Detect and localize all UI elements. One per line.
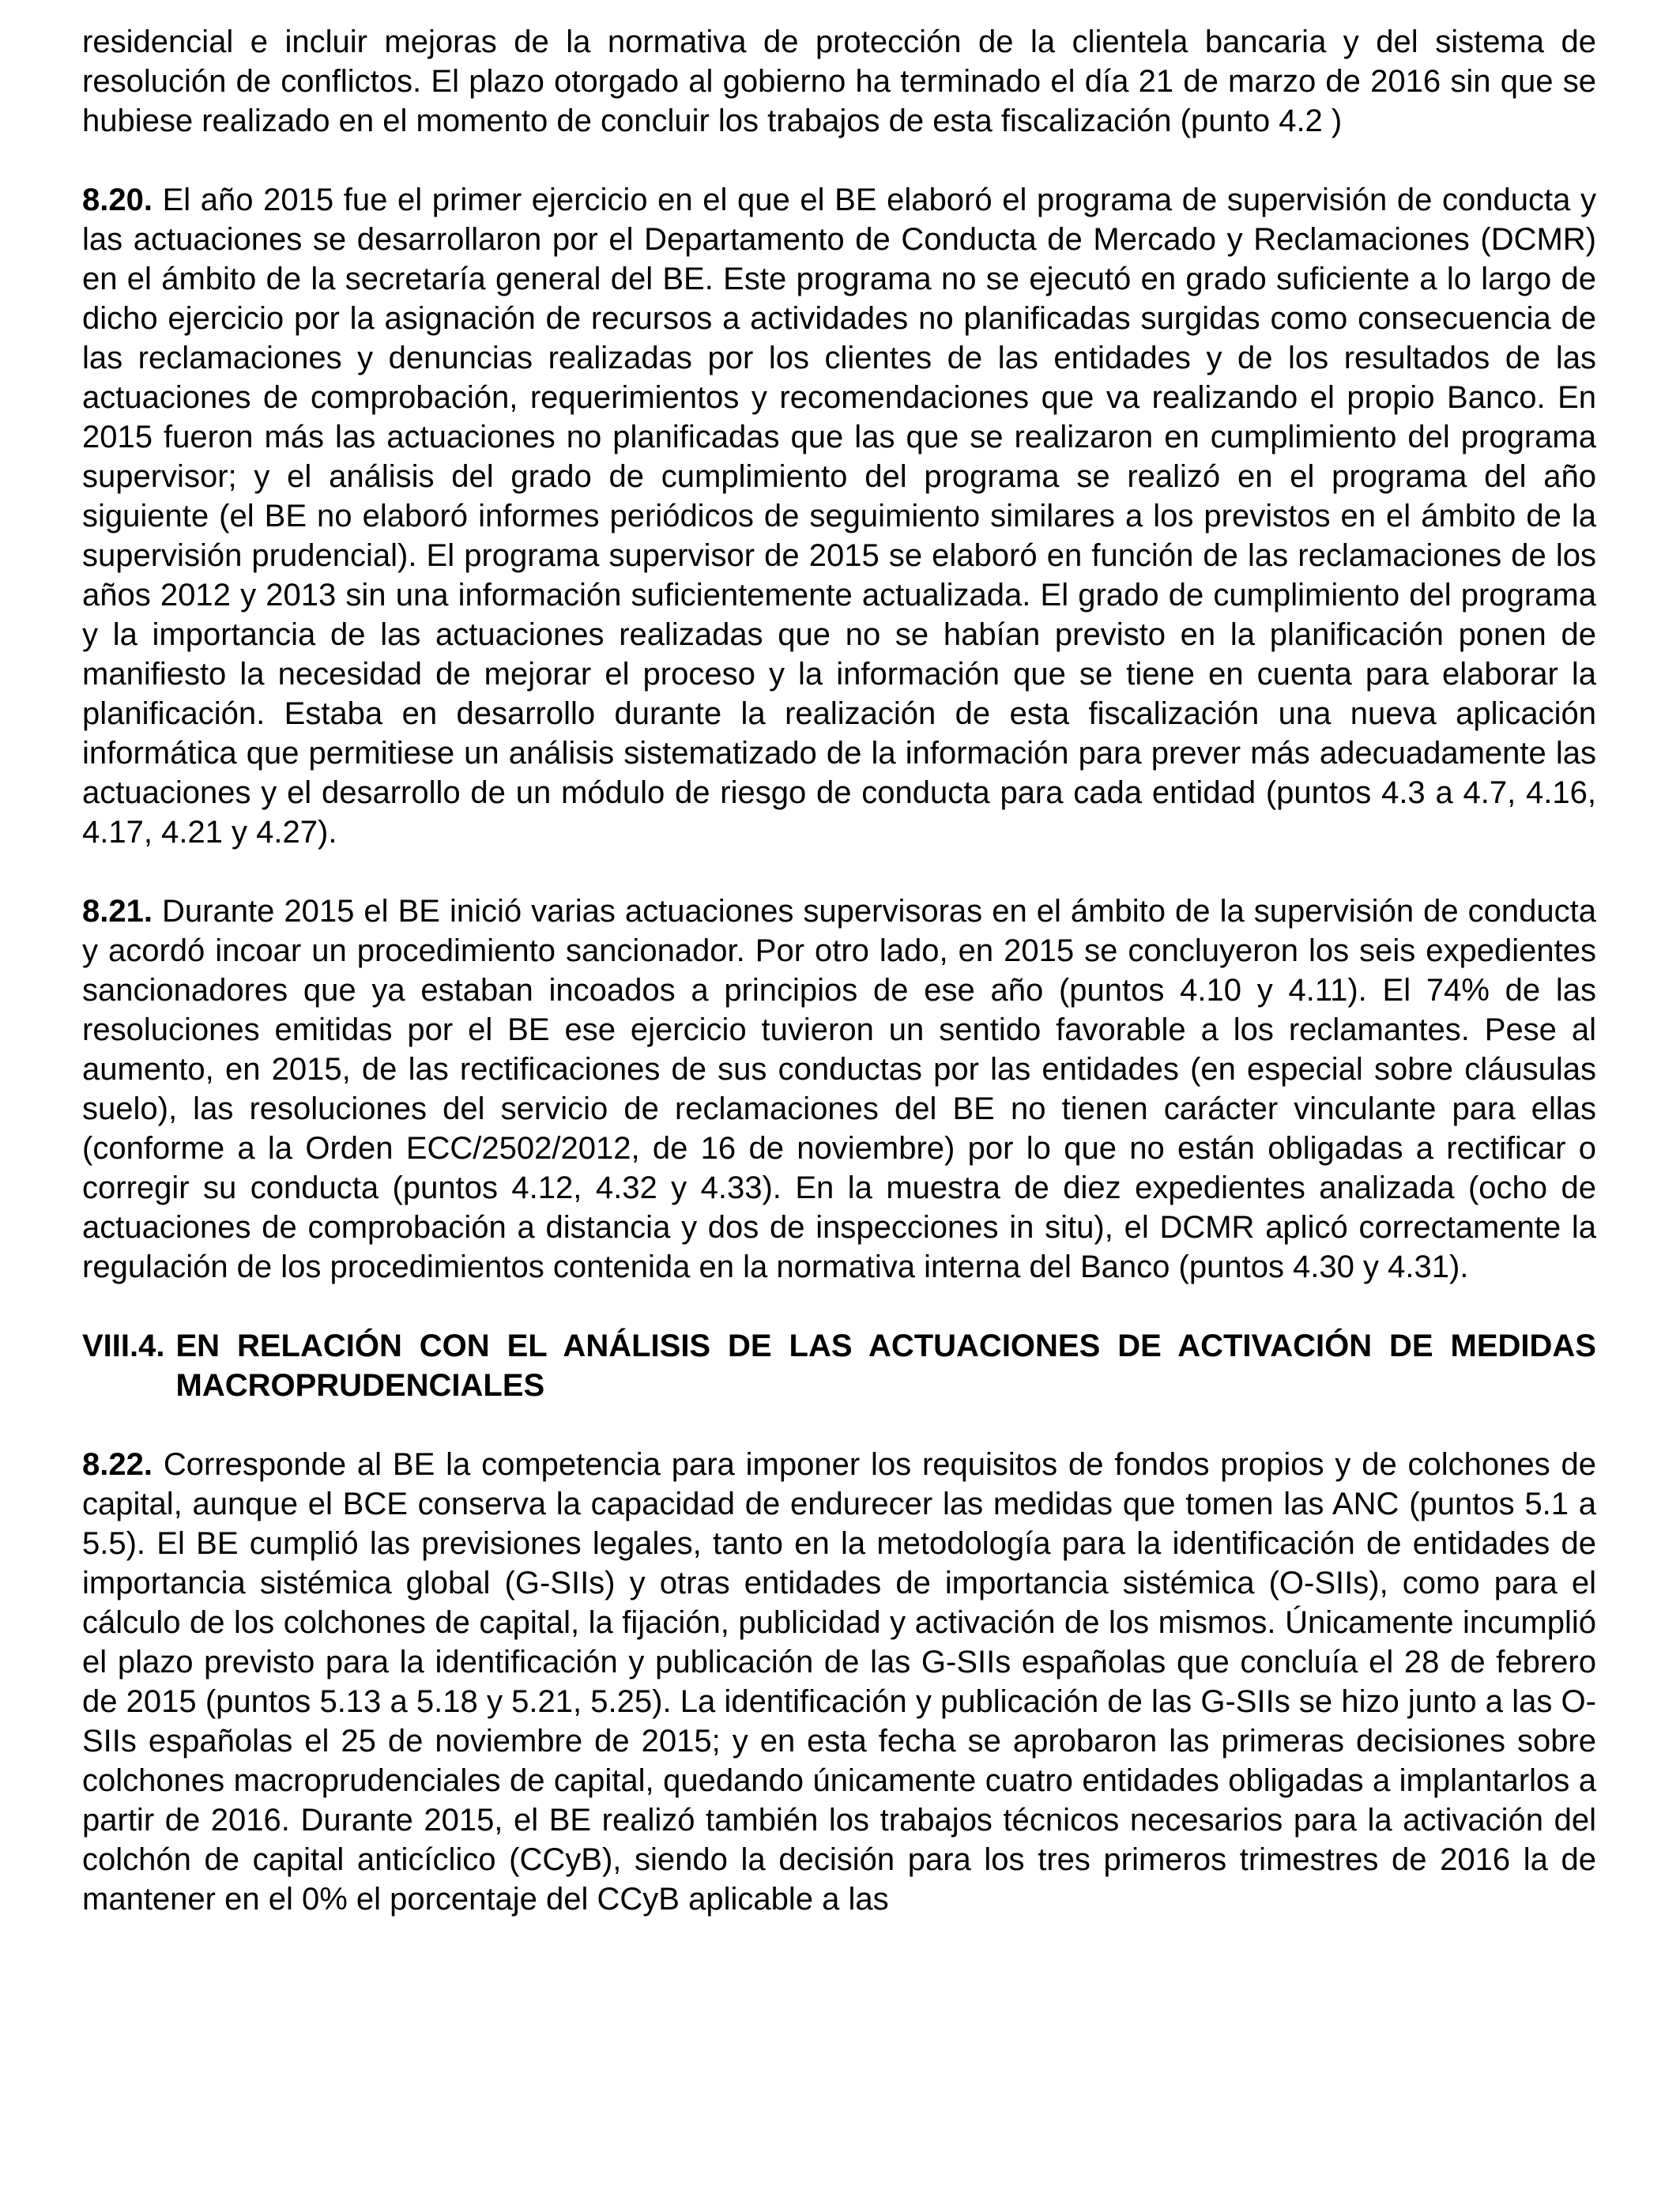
section-number: VIII.4. [82, 1329, 165, 1363]
paragraph-number: 8.20. [82, 183, 153, 217]
paragraph-text: Corresponde al BE la competencia para imponer los requisitos de fondos propios y de colchones de capital, aunque el BCE conserva la capacidad de endurecer las medidas que tomen las ANC (puntos 5.1 a 5.5). El BE cumplió las previsiones legales, tanto en la metodología para la identificación de entidades de importancia sistémica global (G-SIIs) y otras entidades de importancia sistémica (O-SIIs), como para el cálculo de los colchones de capital, la fijación, publicidad y activación de los mismos. Únicamente incumplió el plazo previsto para la identificación y publicación de las G-SIIs españolas que concluía el 28 de febrero de 2015 (puntos 5.13 a 5.18 y 5.21, 5.25). La identificación y publicación de las G-SIIs se hizo junto a las O-SIIs españolas el 25 de noviembre de 2015; y en esta fecha se aprobaron las primeras decisiones sobre colchones macroprudenciales de capital, quedando únicamente cuatro entidades obligadas a implantarlos a partir de 2016. Durante 2015, el BE realizó también los trabajos técnicos necesarios para la activación del colchón de capital anticíclico (CCyB), siendo la decisión para los tres primeros trimestres de 2016 la de mantener en el 0% el porcentaje del CCyB aplicable a las [82, 1447, 1596, 1917]
paragraph-text: El año 2015 fue el primer ejercicio en el que el BE elaboró el programa de supervisión de conducta y las actuaciones se desarrollaron por el Departamento de Conducta de Mercado y Reclamaciones (DCMR) en el ámbito de la secretaría general del BE. Este programa no se ejecutó en grado suficiente a lo largo de dicho ejercicio por la asignación de recursos a actividades no planificadas surgidas como consecuencia de las reclamaciones y denuncias realizadas por los clientes de las entidades y de los resultados de las actuaciones de comprobación, requerimientos y recomendaciones que va realizando el propio Banco. En 2015 fueron más las actuaciones no planificadas que las que se realizaron en cumplimiento del programa supervisor; y el análisis del grado de cumplimiento del programa se realizó en el programa del año siguiente (el BE no elaboró informes periódicos de seguimiento similares a los previstos en el ámbito de la supervisión prudencial). El programa supervisor de 2015 se elaboró en función de las reclamaciones de los años 2012 y 2013 sin una información suficientemente actualizada. El grado de cumplimiento del programa y la importancia de las actuaciones realizadas que no se habían previsto en la planificación ponen de manifiesto la necesidad de mejorar el proceso y la información que se tiene en cuenta para elaborar la planificación. Estaba en desarrollo durante la realización de esta fiscalización una nueva aplicación informática que permitiese un análisis sistematizado de la información para prever más adecuadamente las actuaciones y el desarrollo de un módulo de riesgo de conducta para cada entidad (puntos 4.3 a 4.7, 4.16, 4.17, 4.21 y 4.27). [82, 183, 1596, 850]
paragraph-8-22 [82, 1445, 1596, 1919]
paragraph-number: 8.21. [82, 894, 153, 929]
paragraph-text: Durante 2015 el BE inició varias actuaciones supervisoras en el ámbito de la supervisión de conducta y acordó incoar un procedimiento sancionador. Por otro lado, en 2015 se concluyeron los seis expedientes sancionadores que ya estaban incoados a principios de ese año (puntos 4.10 y 4.11). El 74% de las resoluciones emitidas por el BE ese ejercicio tuvieron un sentido favorable a los reclamantes. Pese al aumento, en 2015, de las rectificaciones de sus conductas por las entidades (en especial sobre cláusulas suelo), las resoluciones del servicio de reclamaciones del BE no tienen carácter vinculante para ellas (conforme a la Orden ECC/2502/2012, de 16 de noviembre) por lo que no están obligadas a rectificar o corregir su conducta (puntos 4.12, 4.32 y 4.33). En la muestra de diez expedientes analizada (ocho de actuaciones de comprobación a distancia y dos de inspecciones in situ), el DCMR aplicó correctamente la regulación de los procedimientos contenida en la normativa interna del Banco (puntos 4.30 y 4.31). [82, 894, 1596, 1284]
document-page [82, 22, 1596, 1958]
paragraph-8-21 [82, 892, 1596, 1287]
section-title: EN RELACIÓN CON EL ANÁLISIS DE LAS ACTUACIONES DE ACTIVACIÓN DE MEDIDAS MACROPRUDENCIALES [175, 1329, 1596, 1403]
paragraph-text: residencial e incluir mejoras de la normativa de protección de la clientela bancaria y del sistema de resolución de conflictos. El plazo otorgado al gobierno ha terminado el día 21 de marzo de 2016 sin que se hubiese realizado en el momento de concluir los trabajos de esta fiscalización (punto 4.2 ) [82, 25, 1596, 138]
paragraph-continuation [82, 22, 1596, 141]
paragraph-number: 8.22. [82, 1447, 153, 1482]
section-heading [82, 1326, 1596, 1405]
paragraph-8-20 [82, 180, 1596, 852]
